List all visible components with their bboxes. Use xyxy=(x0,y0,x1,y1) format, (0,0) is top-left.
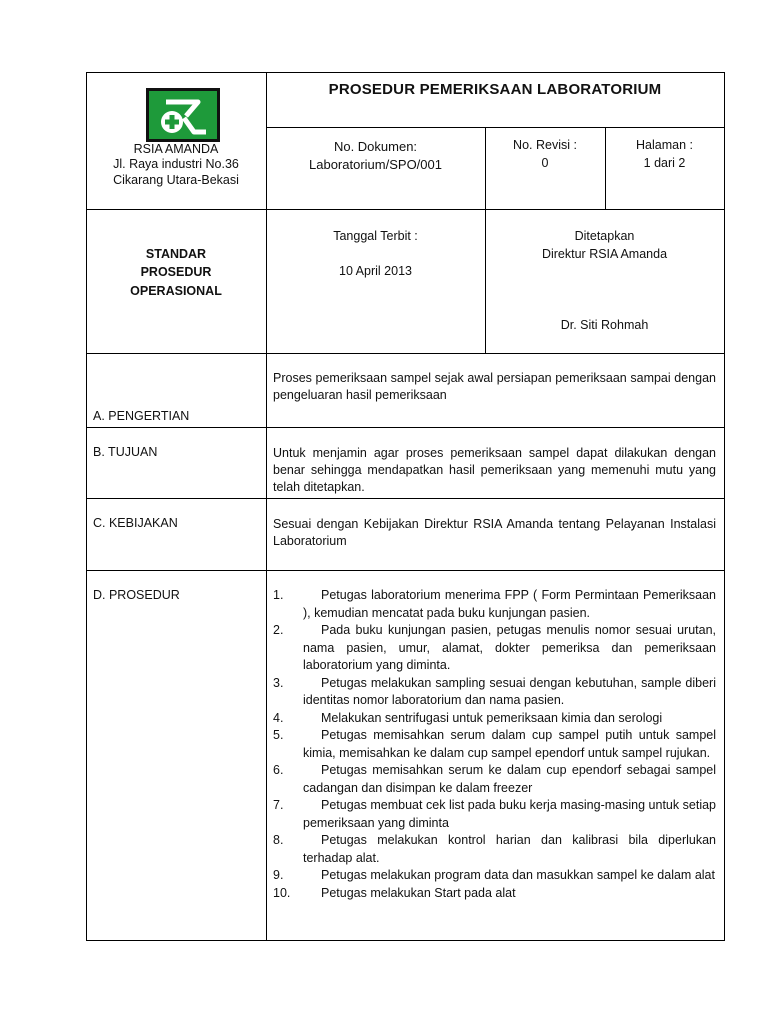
section-d-label: D. PROSEDUR xyxy=(93,588,180,602)
section-c-label: C. KEBIJAKAN xyxy=(93,516,178,530)
issue-date-label: Tanggal Terbit : xyxy=(333,229,418,243)
section-c-text: Sesuai dengan Kebijakan Direktur RSIA Amanda tentang Pelayanan Instalasi Laboratorium xyxy=(273,517,716,548)
section-a-text: Proses pemeriksaan sampel sejak awal persiapan pemeriksaan sampai dengan pengeluaran hasil pemeriksaan xyxy=(273,371,716,402)
procedure-steps xyxy=(273,587,716,902)
revision-value: 0 xyxy=(541,156,549,170)
org-name: RSIA AMANDA xyxy=(133,142,219,156)
section-a-label: A. PENGERTIAN xyxy=(93,409,190,423)
document-title: PROSEDUR PEMERIKSAAN LABORATORIUM xyxy=(328,81,662,98)
procedure-step: 4. Melakukan sentrifugasi untuk pemeriksaan kimia dan serologi xyxy=(273,710,663,725)
procedure-step: 3. Petugas melakukan sampling sesuai dengan kebutuhan, sample diberi identitas nomor laboratorium dan nama pasien. xyxy=(273,675,716,707)
procedure-step: 9. Petugas melakukan program data dan masukkan sampel ke dalam alat xyxy=(273,868,715,882)
sop-title-line-3: OPERASIONAL xyxy=(130,284,222,298)
revision-label: No. Revisi : xyxy=(513,138,577,152)
approved-by-name: Dr. Siti Rohmah xyxy=(560,318,649,332)
sop-title-line-2: PROSEDUR xyxy=(140,265,212,279)
procedure-step: 10. Petugas melakukan Start pada alat xyxy=(273,885,516,900)
procedure-step: 8. Petugas melakukan kontrol harian dan kalibrasi bila diperlukan terhadap alat. xyxy=(273,833,716,865)
org-address-line-1: Jl. Raya industri No.36 xyxy=(113,157,239,171)
hospital-logo xyxy=(146,88,220,142)
doc-number-label: No. Dokumen: xyxy=(333,139,418,154)
procedure-step: 2. Pada buku kunjungan pasien, petugas menulis nomor sesuai urutan, nama pasien, umur, alamat, dokter pemeriksa dan pemeriksaan laboratorium yang diminta. xyxy=(273,623,716,672)
org-address-line-2: Cikarang Utara-Bekasi xyxy=(113,173,239,187)
procedure-step: 6. Petugas memisahkan serum ke dalam cup ependorf sebagai sampel cadangan dan disimpan ke dalam freezer xyxy=(273,763,716,795)
section-b-label: B. TUJUAN xyxy=(93,445,158,459)
approved-label: Ditetapkan xyxy=(574,229,635,243)
procedure-step: 5. Petugas memisahkan serum dalam cup sampel putih untuk sampel kimia, memisahkan ke dalam cup sampel ependorf untuk sampel rujukan. xyxy=(273,728,716,760)
issue-date-value: 10 April 2013 xyxy=(339,264,412,278)
page-label: Halaman : xyxy=(636,138,693,152)
section-b-text: Untuk menjamin agar proses pemeriksaan sampel dapat dilakukan dengan benar sehingga mendapatkan hasil pemeriksaan yang memenuhi mutu yang telah ditetapkan. xyxy=(273,446,716,494)
procedure-step: 7. Petugas membuat cek list pada buku kerja masing-masing untuk setiap pemeriksaan yang diminta xyxy=(273,798,716,830)
approved-by-title: Direktur RSIA Amanda xyxy=(541,247,668,261)
procedure-step: 1. Petugas laboratorium menerima FPP ( Form Permintaan Pemeriksaan ), kemudian mencatat pada buku kunjungan pasien. xyxy=(273,588,716,620)
sop-title-line-1: STANDAR xyxy=(145,247,207,261)
doc-number-value: Laboratorium/SPO/001 xyxy=(309,157,442,172)
page-value: 1 dari 2 xyxy=(643,156,686,170)
